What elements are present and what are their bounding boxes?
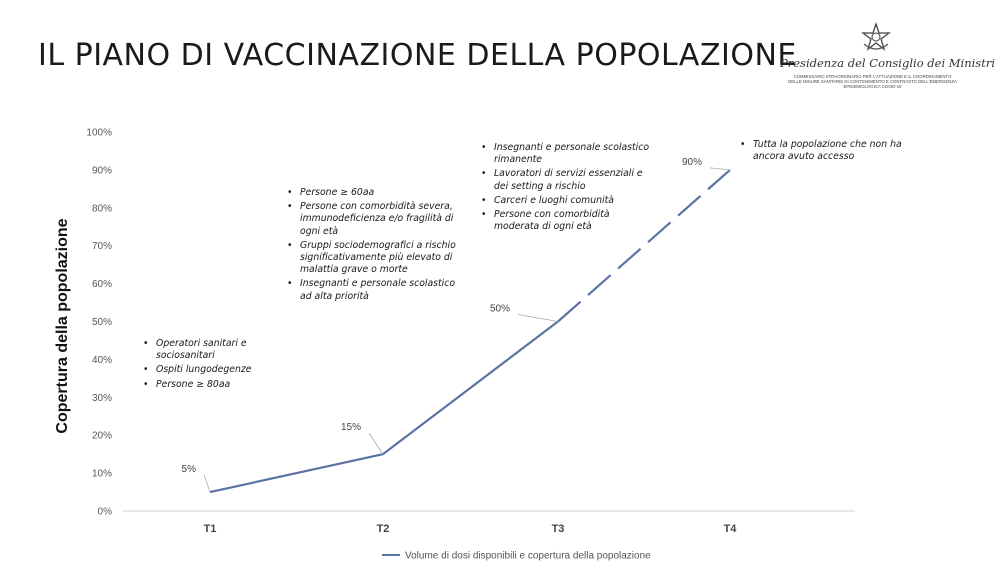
- x-tick-label: T3: [551, 523, 565, 535]
- annotation-item: • Insegnanti e personale scolastico ad alta priorità: [284, 278, 459, 302]
- logo-name: Presidenza del Consiglio dei Ministri: [780, 56, 995, 70]
- y-tick-label: 80%: [91, 203, 112, 215]
- annotation-item: • Persone ≥ 60aa: [284, 187, 459, 199]
- y-tick-label: 0%: [97, 506, 112, 518]
- data-label-leader: [369, 433, 383, 454]
- page-title: IL PIANO DI VACCINAZIONE DELLA POPOLAZIONE: [38, 38, 797, 73]
- y-tick-label: 100%: [86, 127, 112, 139]
- y-tick-label: 40%: [91, 354, 112, 366]
- legend-label: Volume di dosi disponibili e copertura della popolazione: [405, 550, 651, 562]
- annotation-item: • Ospiti lungodegenze: [140, 364, 280, 376]
- data-label-leader: [518, 315, 558, 322]
- y-tick-label: 90%: [91, 165, 112, 177]
- y-axis-ticks: [86, 128, 112, 518]
- y-tick-label: 30%: [91, 392, 112, 404]
- annotation-item: • Lavoratori di servizi essenziali e dei setting a rischio: [478, 168, 653, 192]
- annotation-item: • Persone ≥ 80aa: [140, 379, 280, 391]
- annotation-t4: [737, 139, 922, 165]
- y-tick-label: 60%: [91, 279, 112, 291]
- logo-subtitle-line: EPIDEMIOLOGICA COVID-19: [843, 84, 902, 89]
- legend: [382, 551, 651, 562]
- annotation-item: • Insegnanti e personale scolastico rimanente: [478, 142, 653, 166]
- data-label-leader: [710, 168, 730, 170]
- x-tick-label: T2: [376, 523, 390, 535]
- annotation-item: • Carceri e luoghi comunità: [478, 195, 653, 207]
- annotation-item: • Tutta la popolazione che non ha ancora avuto accesso: [737, 139, 922, 163]
- annotation-t1: [140, 338, 280, 393]
- annotation-item: • Gruppi sociodemografici a rischio significativamente più elevato di malattia grave o morte: [284, 240, 459, 277]
- annotation-item: • Persone con comorbidità moderata di ogni età: [478, 209, 653, 233]
- data-label: 50%: [489, 303, 510, 315]
- annotation-item: • Persone con comorbidità severa, immunodeficienza e/o fragilità di ogni età: [284, 201, 459, 238]
- annotation-item: • Operatori sanitari e sociosanitari: [140, 338, 280, 362]
- y-tick-label: 50%: [91, 317, 112, 328]
- annotation-t3: [478, 142, 653, 235]
- data-label: 90%: [681, 156, 702, 168]
- y-tick-label: 20%: [91, 430, 112, 442]
- annotation-t2: [284, 187, 459, 305]
- y-tick-label: 70%: [91, 241, 112, 253]
- x-tick-label: T4: [723, 523, 737, 535]
- x-tick-label: T1: [203, 523, 217, 535]
- data-label: 5%: [181, 464, 196, 476]
- y-tick-label: 10%: [91, 468, 112, 480]
- logo-subtitle-line: COMMISSARIO STRAORDINARIO PER L'ATTUAZIONE E IL COORDINAMENTO: [793, 74, 952, 79]
- y-axis-label: Copertura della popolazione: [54, 218, 71, 434]
- logo-subtitle-line: DELLE MISURE SANITARIE DI CONTENIMENTO E CONTRASTO DELL'EMERGENZA: [788, 79, 957, 84]
- x-axis-ticks: [204, 523, 738, 535]
- data-label-leader: [204, 475, 210, 492]
- data-label: 15%: [340, 422, 361, 434]
